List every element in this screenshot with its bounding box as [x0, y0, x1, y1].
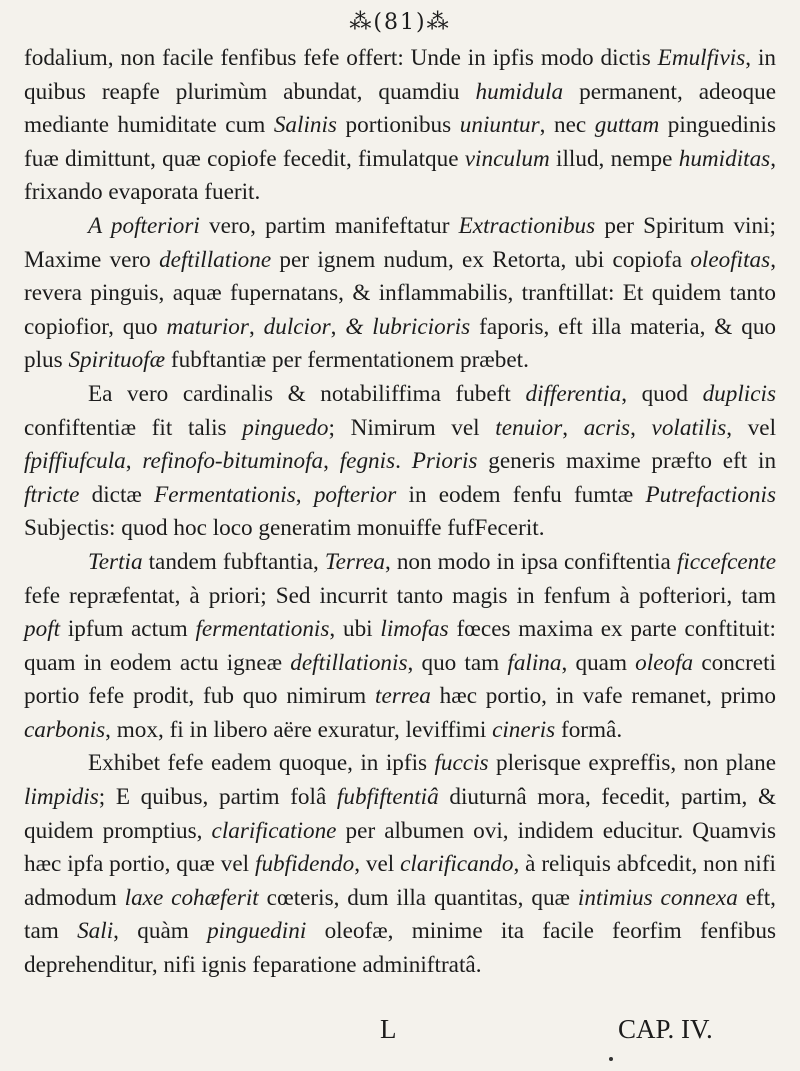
- italic-run: Spirituofæ: [68, 347, 166, 374]
- paragraph: [24, 546, 776, 748]
- italic-run: terrea: [375, 683, 431, 710]
- italic-run: limpidis: [24, 784, 99, 811]
- text-run: , nec: [539, 112, 595, 139]
- italic-run: guttam: [594, 112, 660, 139]
- italic-run: carbonis: [24, 716, 106, 743]
- italic-run: fubfidendo: [255, 851, 355, 878]
- text-run: , à reliquis abfcedit, non nifi admodum: [24, 851, 776, 911]
- text-run: oleofæ, minime ita facile feorfim fenfibus deprehenditur, nifi ignis feparatione adminiftratâ.: [24, 918, 776, 979]
- paragraph: [24, 378, 776, 546]
- text-run: , vel: [726, 414, 777, 441]
- italic-run: fuccis: [434, 750, 489, 777]
- italic-run: vinculum: [464, 145, 550, 172]
- text-run: per ignem nudum, ex Retorta, ubi copiofa: [271, 246, 691, 273]
- text-run: Exhibet fefe eadem quoque, in ipfis: [88, 750, 435, 777]
- paragraph: [24, 210, 776, 378]
- text-run: ,: [323, 448, 340, 475]
- italic-run: poft: [24, 616, 61, 643]
- body-text: [24, 42, 776, 983]
- text-run: fœces maxima ex parte conftituit: quam in eodem actu igneæ: [24, 616, 776, 676]
- text-run: faporis, eft illa materia, & quo plus: [24, 313, 777, 374]
- text-run: ,: [630, 414, 652, 441]
- text-run: illud, nempe: [549, 145, 679, 172]
- text-run: diuturnâ mora, fecedit, partim, & quidem promptius,: [24, 784, 776, 844]
- italic-run: volatilis: [651, 414, 727, 441]
- italic-run: fubfiftentiâ: [336, 784, 439, 811]
- italic-run: Prioris: [411, 448, 478, 475]
- italic-run: fermentationis: [195, 616, 330, 643]
- italic-run: pofterior: [313, 481, 397, 508]
- text-run: ,: [562, 414, 584, 441]
- text-run: ; Nimirum vel: [328, 414, 496, 441]
- text-run: hæc portio, in vafe remanet, primo: [430, 683, 777, 710]
- italic-run: maturior: [166, 313, 249, 340]
- text-run: fodalium, non facile fenfibus fefe offert: Unde in ipfis modo dictis: [24, 45, 658, 71]
- text-run: , revera pinguis, aquæ fupernatans, & inflammabilis, tranftillat: Et quidem tanto copiofior, quo: [24, 246, 776, 340]
- italic-run: laxe cohæferit: [124, 884, 259, 911]
- text-run: .: [395, 448, 412, 475]
- italic-run: deftillatione: [159, 246, 272, 273]
- text-run: concreti portio fefe prodit, fub quo nimirum: [24, 649, 776, 710]
- italic-run: Putrefactionis: [645, 481, 776, 508]
- italic-run: fegnis: [339, 448, 396, 475]
- italic-run: falina: [507, 649, 562, 676]
- text-run: ,: [330, 313, 346, 340]
- text-run: plerisque expreffis, non plane: [488, 750, 776, 777]
- paragraph: [24, 42, 776, 210]
- text-run: eft, tam: [24, 884, 776, 945]
- text-run: ipfum actum: [60, 616, 196, 643]
- italic-run: humidula: [475, 78, 564, 105]
- text-run: permanent, adeoque mediante humiditate cum: [24, 78, 776, 139]
- italic-run: ftricte: [24, 481, 80, 508]
- text-run: fubftantiæ per fermentationem præbet.: [165, 347, 529, 374]
- text-run: pinguedinis fuæ dimittunt, quæ copiofe fecedit, fimulatque: [24, 112, 776, 172]
- text-run: ; E quibus, partim folâ: [98, 784, 337, 811]
- text-run: , frixando evaporata fuerit.: [24, 145, 776, 206]
- italic-run: fpiffiufcula: [24, 448, 126, 475]
- text-run: , in quibus reapfe plurimùm abundat, quamdiu: [24, 45, 776, 105]
- italic-run: deftillationis: [290, 649, 408, 676]
- text-run: , quo tam: [407, 649, 508, 676]
- text-run: portionibus: [336, 112, 460, 139]
- text-run: confiftentiæ fit talis: [24, 414, 243, 441]
- italic-run: Sali: [77, 918, 114, 945]
- italic-run: tenuior: [495, 414, 563, 441]
- text-run: generis maxime præfto eft in: [477, 448, 777, 475]
- italic-run: dulcior: [263, 313, 331, 340]
- italic-run: clarificando: [400, 851, 514, 878]
- text-run: per Spiritum vini; Maxime vero: [24, 212, 776, 273]
- text-run: , quam: [561, 649, 636, 676]
- italic-run: Salinis: [273, 112, 337, 139]
- italic-run: Fermentationis: [154, 481, 296, 508]
- text-run: , quod: [621, 380, 703, 407]
- italic-run: Emulfivis: [657, 45, 746, 71]
- text-run: ,: [125, 448, 143, 475]
- italic-run: A pofteriori: [88, 212, 200, 239]
- italic-run: oleofitas: [690, 246, 771, 273]
- text-run: per albumen ovi, indidem educitur. Quamvis hæc ipfa portio, quæ vel: [24, 817, 777, 878]
- text-run: dictæ: [79, 481, 155, 508]
- italic-run: oleofa: [635, 649, 694, 676]
- italic-run: acris: [583, 414, 631, 441]
- italic-run: limofas: [380, 616, 449, 643]
- text-run: formâ.: [555, 716, 623, 743]
- text-run: fefe repræfentat, à priori; Sed incurrit tanto magis in fenfum à pofteriori, tam: [24, 582, 776, 609]
- italic-run: duplicis: [702, 380, 776, 407]
- italic-run: intimius connexa: [577, 884, 738, 911]
- italic-run: clarificatione: [211, 817, 337, 844]
- italic-run: cineris: [492, 716, 556, 743]
- catchword: CAP. IV.: [618, 1014, 713, 1044]
- italic-run: differentia: [525, 380, 622, 407]
- signature-mark: L: [380, 1014, 397, 1044]
- italic-run: pinguedini: [207, 918, 307, 945]
- text-run: , quàm: [113, 918, 208, 945]
- italic-run: uniuntur: [459, 112, 540, 139]
- text-run: , non modo in ipsa confiftentia: [385, 548, 677, 575]
- italic-run: pinguedo: [242, 414, 329, 441]
- page-header: ⁂(81)⁂: [349, 10, 451, 35]
- text-run: , vel: [354, 851, 401, 878]
- text-run: Ea vero cardinalis & notabiliffima fubeft: [88, 380, 526, 407]
- text-run: ,: [295, 481, 314, 508]
- italic-run: & lubricioris: [345, 313, 471, 340]
- italic-run: ficcefcente: [676, 548, 776, 575]
- text-run: ,: [248, 313, 264, 340]
- text-run: , ubi: [329, 616, 381, 643]
- ink-dot: [609, 1057, 613, 1061]
- text-run: tandem fubftantia,: [142, 548, 325, 575]
- text-run: , mox, fi in libero aëre exuratur, leviffimi: [105, 716, 493, 743]
- paragraph: [24, 747, 776, 982]
- text-run: vero, partim manifeftatur: [199, 212, 459, 239]
- italic-run: Tertia: [88, 548, 143, 575]
- text-run: cœteris, dum illa quantitas, quæ: [258, 884, 578, 911]
- italic-run: Extractionibus: [458, 212, 596, 239]
- text-run: Subjectis: quod hoc loco generatim monuiffe fufFecerit.: [24, 515, 545, 542]
- text-run: in eodem fenfu fumtæ: [396, 481, 646, 508]
- italic-run: Terrea: [324, 548, 385, 575]
- italic-run: refinofo-bituminofa: [142, 448, 324, 475]
- italic-run: humiditas: [678, 145, 771, 172]
